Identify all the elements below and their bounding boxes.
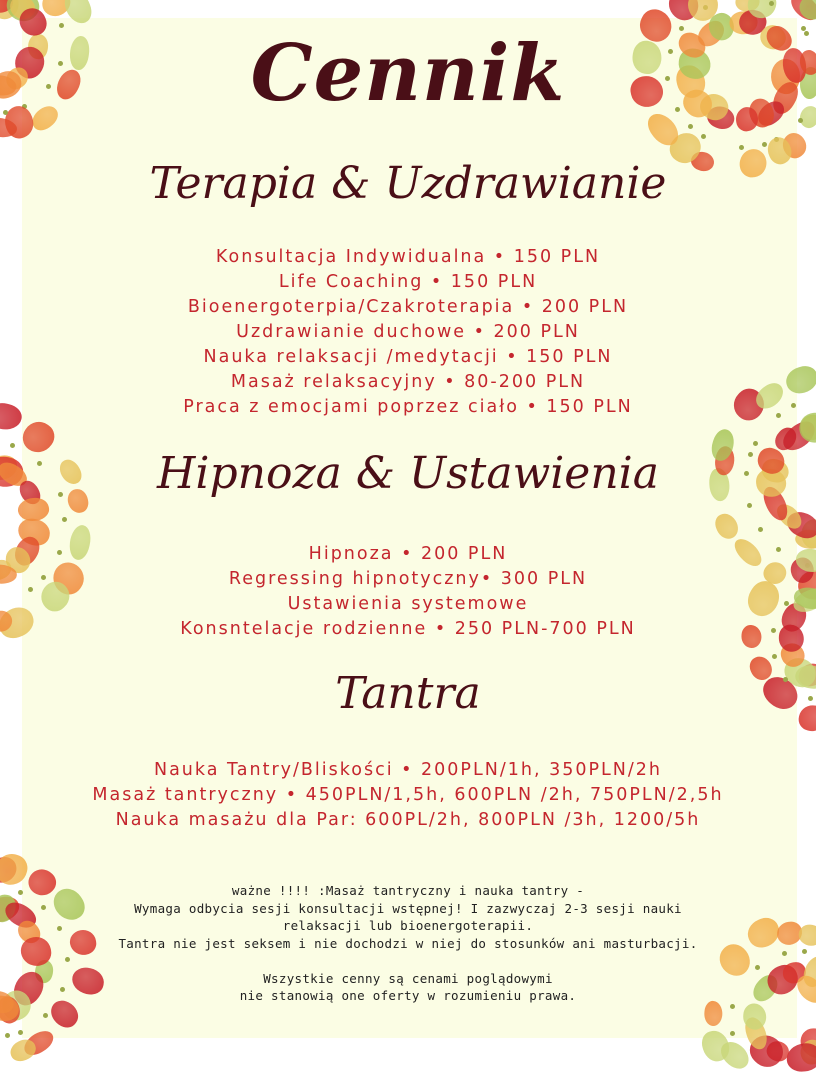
dot-decoration: [753, 441, 758, 446]
price-item: Konsntelacje rodzienne • 250 PLN-700 PLN: [180, 619, 636, 639]
price-item: Bioenergoterpia/Czakroterapia • 200 PLN: [187, 297, 629, 317]
price-item: Masaż relaksacyjny • 80-200 PLN: [230, 372, 586, 392]
petal-decoration: [786, 1042, 816, 1073]
petal-decoration: [712, 510, 742, 543]
petal-decoration: [703, 1001, 723, 1027]
section-heading-tantra: Tantra: [335, 668, 481, 719]
note-line: nie stanowią one oferty w rozumieniu prawa.: [239, 988, 577, 1003]
price-item: Uzdrawianie duchowe • 200 PLN: [236, 322, 580, 342]
price-item: Nauka relaksacji /medytacji • 150 PLN: [203, 347, 613, 367]
price-item: Masaż tantryczny • 450PLN/1,5h, 600PLN /2h, 750PLN/2,5h: [92, 785, 724, 805]
section-list-tantra: [0, 758, 816, 833]
note-line: [0, 952, 816, 970]
price-item: Praca z emocjami poprzez ciało • 150 PLN: [183, 397, 633, 417]
section-list-terapia: [0, 245, 816, 420]
dot-decoration: [747, 503, 752, 508]
dot-decoration: [772, 654, 777, 659]
price-item: Konsultacja Indywidualna • 150 PLN: [215, 247, 601, 267]
section-list-hipnoza: [0, 542, 816, 642]
section-heading-terapia: Terapia & Uzdrawianie: [149, 158, 667, 209]
note-line: relaksacji lub bioenergoterapii.: [282, 918, 534, 933]
price-item: Hipnoza • 200 PLN: [308, 544, 508, 564]
dot-decoration: [5, 1033, 10, 1038]
petal-decoration: [16, 495, 51, 524]
dot-decoration: [730, 1004, 735, 1009]
note-line: Wymaga odbycia sesji konsultacji wstępnej! I zazwyczaj 2-3 sesji nauki: [134, 900, 682, 916]
note-line: Wszystkie cenny są cenami poglądowymi: [263, 970, 553, 986]
page-title: Cennik: [250, 28, 566, 119]
price-item: Nauka masażu dla Par: 600PL/2h, 800PLN /3h, 1200/5h: [115, 810, 701, 830]
note-line: ważne !!!! :Masaż tantryczny i nauka tantry -: [231, 883, 585, 898]
price-item: Ustawienia systemowe: [287, 594, 529, 614]
dot-decoration: [43, 1013, 48, 1018]
dot-decoration: [758, 527, 763, 532]
dot-decoration: [688, 124, 693, 129]
price-item: Nauka Tantry/Bliskości • 200PLN/1h, 350PLN/2h: [153, 760, 662, 780]
dot-decoration: [62, 517, 67, 522]
dot-decoration: [739, 145, 744, 150]
dot-decoration: [18, 1030, 23, 1035]
section-heading-hipnoza: Hipnoza & Ustawienia: [157, 448, 659, 499]
dot-decoration: [730, 1031, 735, 1036]
petal-decoration: [60, 0, 96, 28]
notes-block: [0, 882, 816, 1005]
price-item: Regressing hipnotyczny• 300 PLN: [228, 569, 588, 589]
price-item: Life Coaching • 150 PLN: [278, 272, 538, 292]
dot-decoration: [701, 134, 706, 139]
note-line: Tantra nie jest seksem i nie dochodzi w niej do stosunków ani masturbacji.: [118, 935, 698, 951]
